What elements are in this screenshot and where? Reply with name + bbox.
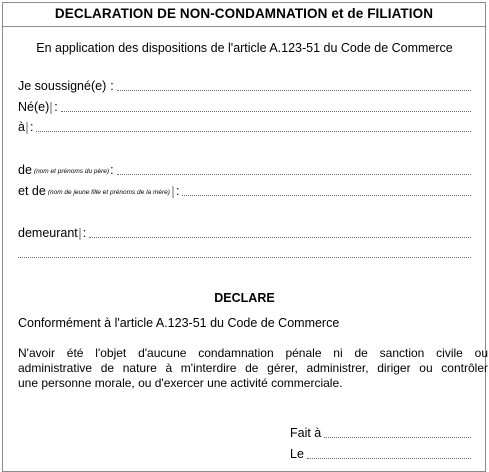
field-pere-colon: :: [110, 163, 114, 177]
address-continuation-line[interactable]: [18, 257, 471, 258]
field-soussigne-colon: :: [110, 79, 114, 93]
field-soussigne[interactable]: [18, 78, 471, 94]
field-mere-marker: [172, 186, 174, 198]
field-fait-a-label: Fait à: [290, 426, 322, 440]
field-le-label: Le: [290, 447, 304, 461]
document-title: DECLARATION DE NON-CONDAMNATION et de FILIATION: [2, 2, 486, 27]
declaration-paragraph: [18, 346, 488, 391]
declaration-line: administrative de nature à m'interdire de gérer, administrer, diriger ou contrôler: [18, 361, 488, 375]
field-mere-dotted-line[interactable]: [182, 195, 471, 196]
field-pere-dotted-line[interactable]: [117, 174, 471, 175]
field-ne-colon: :: [54, 100, 58, 114]
field-demeurant-label: demeurant: [18, 226, 78, 240]
declare-heading: DECLARE: [214, 291, 275, 305]
field-demeurant[interactable]: [18, 225, 471, 241]
document-subtitle: En application des dispositions de l'article A.123-51 du Code de Commerce: [36, 41, 453, 55]
field-ne-label: Né(e): [18, 100, 50, 114]
field-mere[interactable]: [18, 183, 471, 199]
field-mere-note: (nom de jeune fille et prénoms de la mère): [47, 189, 170, 196]
field-pere[interactable]: [18, 162, 471, 178]
field-mere-colon: :: [175, 184, 180, 198]
field-le-dotted-line[interactable]: [307, 458, 471, 459]
field-demeurant-colon: :: [82, 226, 87, 240]
field-pere-note: (nom et prénoms du père): [33, 168, 110, 175]
field-demeurant-marker: [79, 228, 81, 240]
field-ne-marker: [50, 102, 52, 114]
field-le[interactable]: [290, 446, 471, 462]
field-demeurant-dotted-line[interactable]: [89, 237, 471, 238]
field-ne[interactable]: [18, 99, 471, 115]
field-soussigne-label: Je soussigné(e): [18, 79, 107, 93]
field-a-label: à: [18, 120, 25, 134]
field-mere-label: et de: [18, 184, 46, 198]
declaration-line: une personne morale, ou d'exercer une activité commerciale.: [18, 376, 343, 390]
field-fait-a-dotted-line[interactable]: [324, 437, 471, 438]
field-soussigne-dotted-line[interactable]: [117, 90, 471, 91]
field-a[interactable]: [18, 119, 471, 135]
field-a-dotted-line[interactable]: [36, 131, 471, 132]
field-a-marker: [26, 122, 28, 134]
field-ne-dotted-line[interactable]: [61, 111, 471, 112]
declaration-line: N'avoir été l'objet d'aucune condamnation pénale ni de sanction civile ou: [18, 346, 488, 360]
field-fait-a[interactable]: [290, 425, 471, 441]
field-a-colon: :: [29, 120, 34, 134]
declaration-intro: Conformément à l'article A.123-51 du Code de Commerce: [18, 316, 340, 330]
field-pere-label: de: [18, 163, 32, 177]
